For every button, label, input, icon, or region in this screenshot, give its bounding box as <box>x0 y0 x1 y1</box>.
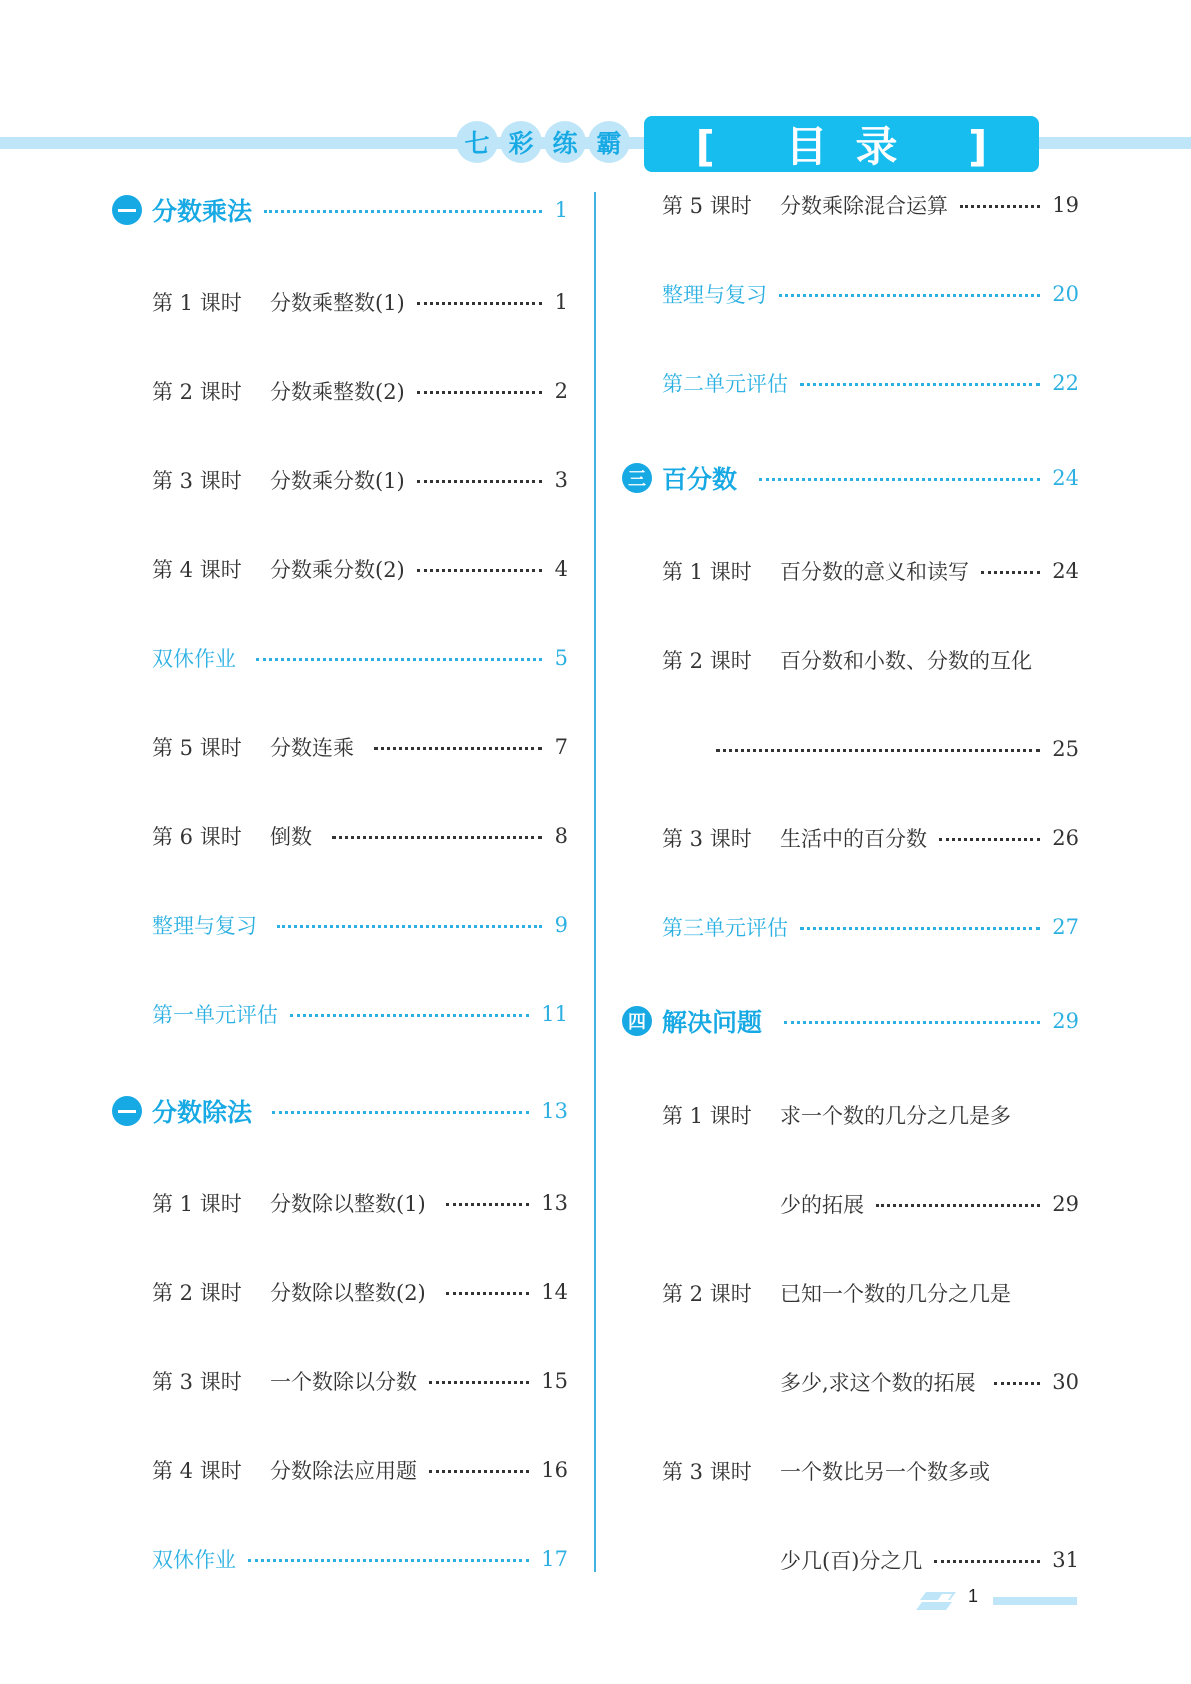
toc-lesson[interactable] <box>152 729 568 765</box>
lesson-number: 第 2 课时 <box>662 1282 752 1306</box>
page-number: 15 <box>541 1369 568 1393</box>
page-number: 11 <box>541 1002 568 1026</box>
section-title: 双休作业 <box>152 647 236 671</box>
section-title: 整理与复习 <box>152 914 257 938</box>
page-number: 7 <box>554 735 568 759</box>
leader-dots <box>759 478 1040 481</box>
toc-lesson[interactable] <box>662 820 1079 856</box>
page-number: 8 <box>554 824 568 848</box>
page-number: 30 <box>1052 1370 1079 1394</box>
toc-section[interactable] <box>152 907 568 943</box>
leader-dots <box>716 749 1040 752</box>
lesson-number: 第 2 课时 <box>152 380 242 404</box>
leader-dots <box>277 925 542 928</box>
leader-dots <box>417 569 542 572</box>
lesson-title: 分数乘分数(2) <box>270 558 405 582</box>
toc-lesson-continuation[interactable] <box>716 731 1079 767</box>
lesson-number: 第 2 课时 <box>662 649 752 673</box>
toc-lesson-continuation[interactable] <box>780 1364 1079 1400</box>
leader-dots <box>417 302 542 305</box>
leader-dots <box>248 1559 529 1562</box>
lesson-title: 已知一个数的几分之几是 <box>780 1282 1011 1306</box>
unit-title: 百分数 <box>662 465 738 494</box>
leader-dots <box>446 1292 530 1295</box>
column-divider <box>594 192 596 1572</box>
lesson-number: 第 1 课时 <box>662 560 752 584</box>
leader-dots <box>800 927 1040 930</box>
toc-lesson[interactable] <box>152 373 568 409</box>
page-number: 13 <box>541 1191 568 1215</box>
leader-dots <box>417 391 542 394</box>
unit-title: 分数除法 <box>152 1098 253 1127</box>
brand-char: 霸 <box>588 121 630 163</box>
toc-lesson-continuation[interactable] <box>780 1542 1079 1578</box>
leader-dots <box>446 1203 530 1206</box>
leader-dots <box>939 838 1040 841</box>
unit-badge-icon <box>112 1096 142 1126</box>
toc-lesson[interactable] <box>152 1274 568 1310</box>
toc-section[interactable] <box>152 1541 568 1577</box>
page-number: 27 <box>1052 915 1079 939</box>
lesson-number: 第 6 课时 <box>152 825 242 849</box>
page-number: 25 <box>1052 737 1079 761</box>
lesson-title: 一个数除以分数 <box>270 1370 417 1394</box>
lesson-number: 第 5 课时 <box>152 736 242 760</box>
toc-lesson[interactable] <box>152 1363 568 1399</box>
toc-lesson[interactable] <box>152 818 568 854</box>
brand-char: 练 <box>544 121 586 163</box>
lesson-title: 分数除以整数(2) <box>270 1281 426 1305</box>
leader-dots <box>374 747 542 750</box>
page-number: 22 <box>1052 371 1079 395</box>
page-number: 26 <box>1052 826 1079 850</box>
lesson-number: 第 4 课时 <box>152 1459 242 1483</box>
toc-lesson[interactable] <box>152 284 568 320</box>
leader-dots <box>264 210 542 213</box>
lesson-title: 分数除以整数(1) <box>270 1192 426 1216</box>
section-title: 双休作业 <box>152 1548 236 1572</box>
toc-section[interactable] <box>662 365 1079 401</box>
section-title: 整理与复习 <box>662 283 767 307</box>
lesson-title: 分数乘整数(2) <box>270 380 405 404</box>
unit-title: 解决问题 <box>662 1008 763 1037</box>
lesson-title: 生活中的百分数 <box>780 827 927 851</box>
toc-lesson[interactable] <box>152 1452 568 1488</box>
lesson-title: 百分数和小数、分数的互化 <box>780 649 1032 673</box>
leader-dots <box>960 205 1040 208</box>
toc-unit-2[interactable] <box>112 1093 568 1129</box>
leader-dots <box>256 658 542 661</box>
page-number: 20 <box>1052 282 1079 306</box>
unit-badge-icon: 四 <box>622 1006 652 1036</box>
lesson-title: 分数除法应用题 <box>270 1459 417 1483</box>
toc-lesson[interactable] <box>152 551 568 587</box>
brand-char: 彩 <box>500 121 542 163</box>
toc-lesson[interactable] <box>152 1185 568 1221</box>
lesson-title: 百分数的意义和读写 <box>780 560 969 584</box>
page-number: 31 <box>1052 1548 1079 1572</box>
lesson-number: 第 5 课时 <box>662 194 752 218</box>
toc-section[interactable] <box>662 276 1079 312</box>
lesson-title: 分数乘除混合运算 <box>780 194 948 218</box>
page-number: 29 <box>1052 1009 1079 1033</box>
toc-lesson[interactable] <box>662 1097 1079 1133</box>
leader-dots <box>417 480 542 483</box>
lesson-title: 分数连乘 <box>270 736 354 760</box>
lesson-title: 少的拓展 <box>780 1193 864 1217</box>
page-number: 4 <box>554 557 568 581</box>
toc-unit-3[interactable] <box>622 460 1079 496</box>
page-number: 5 <box>554 646 568 670</box>
lesson-number: 第 1 课时 <box>662 1104 752 1128</box>
page-number: 19 <box>1052 193 1079 217</box>
leader-dots <box>429 1381 529 1384</box>
leader-dots <box>994 1382 1041 1385</box>
page-number: 24 <box>1052 559 1079 583</box>
leader-dots <box>332 836 542 839</box>
lesson-number: 第 4 课时 <box>152 558 242 582</box>
lesson-title: 少几(百)分之几 <box>780 1549 923 1573</box>
lesson-number: 第 2 课时 <box>152 1281 242 1305</box>
toc-lesson[interactable] <box>662 1275 1079 1311</box>
page-number: 3 <box>554 468 568 492</box>
leader-dots <box>290 1014 529 1017</box>
brand-logo <box>456 121 630 165</box>
toc-section[interactable] <box>152 640 568 676</box>
page-corner-icon <box>916 1590 960 1612</box>
page-number: 16 <box>541 1458 568 1482</box>
leader-dots <box>429 1470 529 1473</box>
page-title: [ 目录 ] <box>644 116 1039 172</box>
section-title: 第一单元评估 <box>152 1003 278 1027</box>
page-number: 13 <box>541 1099 568 1123</box>
lesson-title: 多少,求这个数的拓展 <box>780 1371 976 1395</box>
toc-lesson-continuation[interactable] <box>780 1186 1079 1222</box>
leader-dots <box>272 1111 529 1114</box>
lesson-title: 倒数 <box>270 825 312 849</box>
toc-unit-1[interactable] <box>112 192 568 228</box>
toc-lesson[interactable] <box>662 553 1079 589</box>
leader-dots <box>784 1021 1040 1024</box>
toc-lesson[interactable] <box>152 462 568 498</box>
lesson-number: 第 3 课时 <box>152 1370 242 1394</box>
unit-title: 分数乘法 <box>152 197 253 226</box>
unit-badge-icon <box>112 195 142 225</box>
leader-dots <box>876 1204 1040 1207</box>
page-number: 29 <box>1052 1192 1079 1216</box>
brand-char: 七 <box>456 121 498 163</box>
toc-lesson[interactable] <box>662 642 1079 678</box>
leader-dots <box>779 294 1040 297</box>
leader-dots <box>981 571 1040 574</box>
page-number: 24 <box>1052 466 1079 490</box>
leader-dots <box>934 1560 1040 1563</box>
lesson-number: 第 3 课时 <box>662 1460 752 1484</box>
lesson-title: 一个数比另一个数多或 <box>780 1460 990 1484</box>
toc-lesson[interactable] <box>662 187 1079 223</box>
lesson-title: 分数乘分数(1) <box>270 469 405 493</box>
page-number: 17 <box>541 1547 568 1571</box>
page-number: 14 <box>541 1280 568 1304</box>
lesson-title: 求一个数的几分之几是多 <box>780 1104 1011 1128</box>
page-number-footer: 1 <box>968 1586 979 1606</box>
section-title: 第三单元评估 <box>662 916 788 940</box>
lesson-number: 第 1 课时 <box>152 1192 242 1216</box>
page-number: 1 <box>554 290 568 314</box>
toc-unit-4[interactable] <box>622 1003 1079 1039</box>
leader-dots <box>800 383 1040 386</box>
page-number: 9 <box>554 913 568 937</box>
lesson-number: 第 3 课时 <box>662 827 752 851</box>
toc-lesson[interactable] <box>662 1453 1079 1489</box>
lesson-title: 分数乘整数(1) <box>270 291 405 315</box>
lesson-number: 第 1 课时 <box>152 291 242 315</box>
section-title: 第二单元评估 <box>662 372 788 396</box>
page-number: 2 <box>554 379 568 403</box>
page-number: 1 <box>554 198 568 222</box>
lesson-number: 第 3 课时 <box>152 469 242 493</box>
toc-section[interactable] <box>662 909 1079 945</box>
unit-badge-icon: 三 <box>622 463 652 493</box>
footer-decorative-bar <box>993 1597 1077 1605</box>
toc-section[interactable] <box>152 996 568 1032</box>
